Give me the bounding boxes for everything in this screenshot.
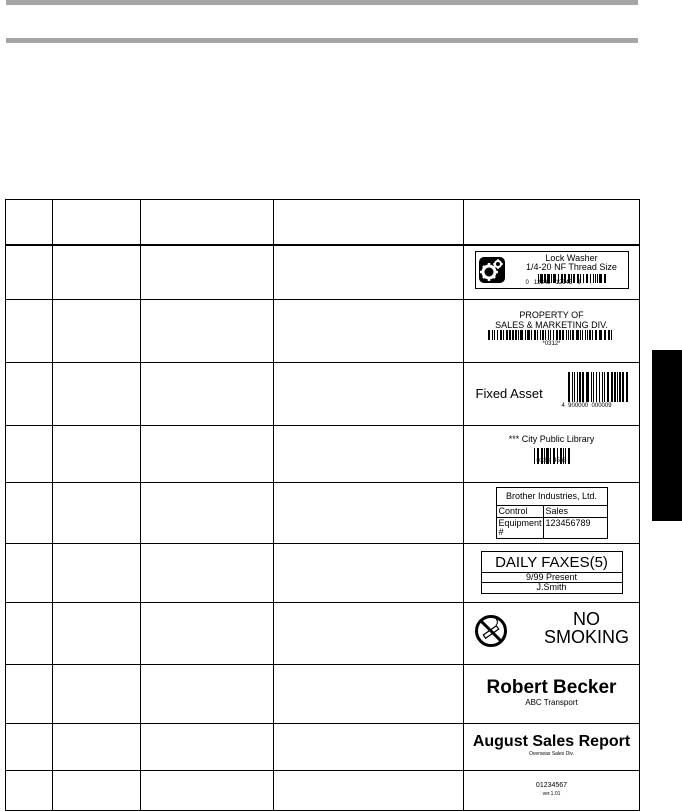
label-sample-cell [464, 603, 640, 665]
table-cell [6, 665, 53, 724]
label-sample-library [497, 435, 607, 473]
table-cell [6, 483, 53, 544]
table-cell [6, 363, 53, 426]
table-cell [6, 724, 53, 771]
no-smoking-icon [474, 614, 508, 648]
table-cell [274, 363, 464, 426]
label-sample-report [473, 734, 630, 757]
table-row [6, 665, 640, 724]
section-tab [652, 350, 682, 521]
label-line: NO [573, 609, 600, 629]
label-line: DAILY FAXES(5) [482, 552, 622, 573]
barcode-text: 0123 4565 [536, 458, 567, 464]
table-cell [53, 724, 141, 771]
table-cell [274, 603, 464, 665]
label-templates-table [5, 199, 640, 811]
label-line: 01234567 [535, 782, 568, 790]
header-cell [141, 200, 274, 245]
label-sample-cell [464, 300, 640, 363]
label-cell-text: Equipment # [498, 518, 542, 537]
table-cell [53, 300, 141, 363]
barcode-digits: 4 900000 000009 [561, 402, 612, 409]
table-cell [141, 665, 274, 724]
table-cell [274, 300, 464, 363]
table-cell [141, 363, 274, 426]
table-header-row [6, 200, 640, 245]
table-cell [141, 544, 274, 603]
barcode [472, 330, 632, 341]
table-cell [274, 724, 464, 771]
table-cell [274, 245, 464, 300]
table-row [6, 544, 640, 603]
label-sample-cell [464, 665, 640, 724]
label-line: 9/99 Present [482, 573, 622, 584]
label-line: Lock Washer [545, 252, 598, 263]
table-row [6, 724, 640, 771]
table-cell [141, 300, 274, 363]
label-line: PROPERTY OF [519, 310, 584, 320]
barcode-text: *0312* [542, 341, 561, 347]
table-cell [274, 665, 464, 724]
label-line: SALES & MARKETING DIV. [495, 320, 608, 330]
table-cell [53, 544, 141, 603]
gear-icon [479, 257, 505, 283]
table-row [6, 363, 640, 426]
table-cell [141, 603, 274, 665]
top-rule [6, 0, 638, 5]
table-cell [53, 363, 141, 426]
label-cell-text: Sales [545, 506, 569, 516]
label-cell-text: 123456789 [544, 517, 607, 538]
table-cell [141, 483, 274, 544]
label-sample-name-tag [487, 678, 617, 708]
table-cell [6, 603, 53, 665]
table-row [6, 300, 640, 363]
table-cell [53, 603, 141, 665]
label-line: 1/4-20 NF Thread Size [526, 261, 617, 272]
label-line: Overseas Sales Div. [529, 750, 574, 757]
label-line: J.Smith [536, 582, 567, 593]
table-cell [53, 483, 141, 544]
label-line: ver.1.01 [542, 790, 561, 797]
table-cell [6, 300, 53, 363]
label-sample-cell [464, 426, 640, 483]
label-sample-lock-washer [475, 251, 629, 289]
label-sample-no-smoking [472, 610, 632, 652]
header-rule [6, 38, 638, 43]
header-cell [53, 200, 141, 245]
table-row [6, 483, 640, 544]
label-line: Robert Becker [486, 677, 617, 699]
label-sample-cell [464, 544, 640, 603]
table-cell [141, 724, 274, 771]
header-cell [274, 200, 464, 245]
table-cell [141, 245, 274, 300]
label-sample-daily-faxes [481, 551, 623, 595]
label-line: Brother Industries, Ltd. [497, 488, 607, 506]
table-cell [6, 245, 53, 300]
label-cell-text: Control [497, 506, 544, 517]
header-cell [6, 200, 53, 245]
table-cell [6, 544, 53, 603]
table-cell [53, 665, 141, 724]
table-cell [274, 483, 464, 544]
table-cell [53, 245, 141, 300]
table-cell [6, 426, 53, 483]
table-row [6, 603, 640, 665]
header-cell [464, 200, 640, 245]
label-line: *** City Public Library [508, 434, 595, 444]
label-line: August Sales Report [472, 733, 631, 751]
table-cell [141, 426, 274, 483]
label-sample-property [472, 311, 632, 351]
label-sample-equipment [496, 487, 608, 539]
label-sample-version [536, 782, 567, 796]
label-line: ABC Transport [525, 697, 578, 707]
table-cell [274, 426, 464, 483]
table-cell [274, 544, 464, 603]
label-sample-cell [464, 245, 640, 300]
table-row [6, 245, 640, 300]
barcode-digits: 0 12345 12345 9 [525, 279, 581, 286]
label-sample-cell [464, 363, 640, 426]
label-line: Fixed Asset [475, 385, 543, 401]
label-sample-fixed-asset [472, 372, 632, 412]
label-sample-cell [464, 483, 640, 544]
label-line: SMOKING [543, 627, 629, 647]
table-cell [53, 426, 141, 483]
label-sample-cell [464, 724, 640, 771]
table-row [6, 426, 640, 483]
